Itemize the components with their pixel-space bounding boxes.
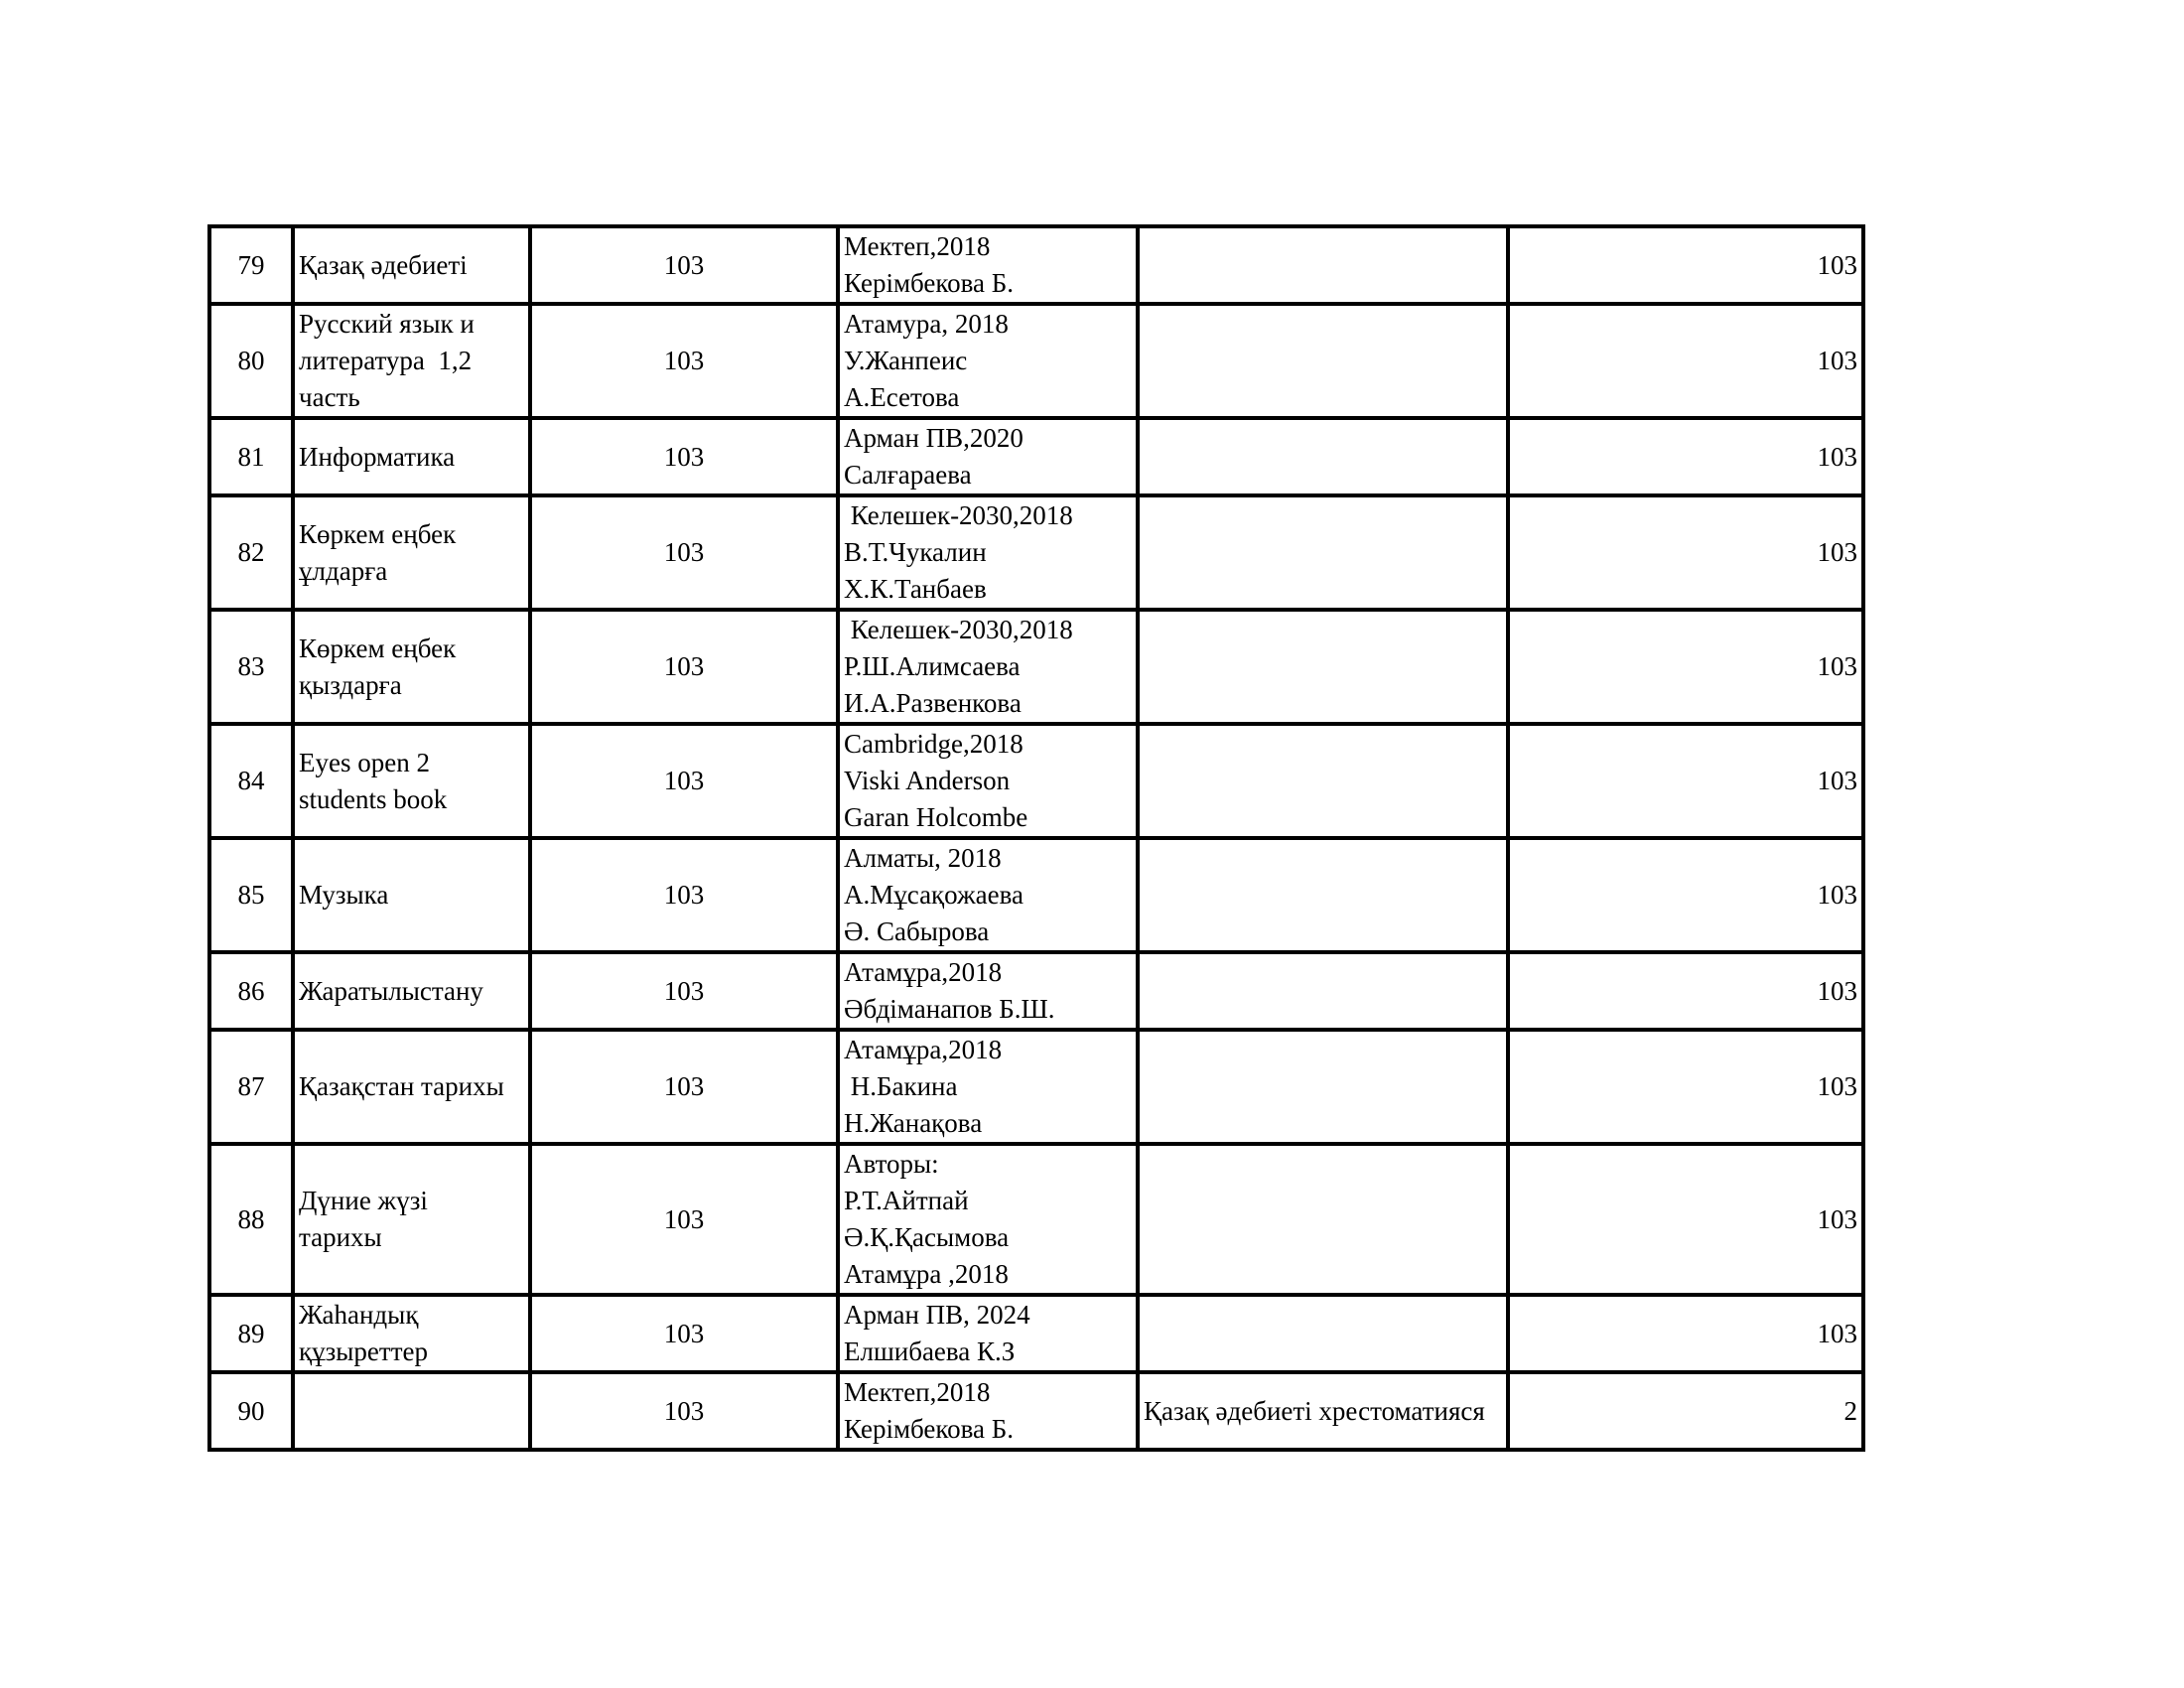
book-title-line: Көркем еңбек bbox=[299, 518, 457, 549]
book-title-cell bbox=[293, 952, 530, 1030]
publisher-author-line: Елшибаева К.З bbox=[844, 1336, 1016, 1366]
publisher-author-line: А.Мұсақожаева bbox=[844, 880, 1024, 910]
row-number-cell: 89 bbox=[209, 1295, 293, 1372]
book-title-line: құзыреттер bbox=[299, 1336, 428, 1366]
row-number-cell: 86 bbox=[209, 952, 293, 1030]
count-cell: 103 bbox=[1508, 226, 1863, 304]
grade-cell: 103 bbox=[530, 1144, 838, 1295]
row-number-cell: 82 bbox=[209, 495, 293, 610]
publisher-author-line: Р.Т.Айтпай bbox=[844, 1186, 969, 1215]
additional-title-cell bbox=[1138, 418, 1508, 495]
additional-title-cell bbox=[1138, 226, 1508, 304]
additional-title-cell bbox=[1138, 495, 1508, 610]
table-row bbox=[209, 952, 1863, 1030]
publisher-authors-cell bbox=[838, 226, 1138, 304]
publisher-author-line: Х.К.Танбаев bbox=[844, 574, 987, 604]
additional-title-cell bbox=[1138, 304, 1508, 418]
publisher-author-line: Келешек-2030,2018 bbox=[844, 615, 1073, 644]
table-row bbox=[209, 1030, 1863, 1144]
book-title-line: Көркем еңбек bbox=[299, 633, 457, 663]
table-row bbox=[209, 1372, 1863, 1450]
publisher-author-line: Ә.Қ.Қасымова bbox=[844, 1222, 1010, 1252]
book-title-cell bbox=[293, 226, 530, 304]
count-cell: 103 bbox=[1508, 1144, 1863, 1295]
publisher-authors-cell bbox=[838, 952, 1138, 1030]
grade-cell: 103 bbox=[530, 418, 838, 495]
publisher-author-line: Авторы: bbox=[844, 1149, 939, 1179]
publisher-authors-cell bbox=[838, 418, 1138, 495]
book-title-line: Дүние жүзі bbox=[299, 1186, 428, 1215]
table-row bbox=[209, 610, 1863, 724]
book-title-cell bbox=[293, 1372, 530, 1450]
publisher-author-line: Атамұра ,2018 bbox=[844, 1259, 1009, 1289]
publisher-author-line: В.Т.Чукалин bbox=[844, 537, 987, 567]
count-cell: 103 bbox=[1508, 1295, 1863, 1372]
grade-cell: 103 bbox=[530, 724, 838, 838]
publisher-authors-cell bbox=[838, 610, 1138, 724]
additional-title-cell bbox=[1138, 1030, 1508, 1144]
table-row bbox=[209, 495, 1863, 610]
publisher-author-line: Ә. Сабырова bbox=[844, 916, 990, 946]
publisher-author-line: Атамұра,2018 bbox=[844, 1035, 1003, 1064]
publisher-author-line: Атамура, 2018 bbox=[844, 309, 1009, 339]
book-title-cell bbox=[293, 838, 530, 952]
grade-cell: 103 bbox=[530, 1030, 838, 1144]
row-number-cell: 84 bbox=[209, 724, 293, 838]
additional-title-cell bbox=[1138, 724, 1508, 838]
table-row bbox=[209, 1295, 1863, 1372]
publisher-author-line: Салғараева bbox=[844, 460, 972, 490]
publisher-author-line: Мектеп,2018 bbox=[844, 231, 991, 261]
count-cell: 103 bbox=[1508, 304, 1863, 418]
row-number-cell: 80 bbox=[209, 304, 293, 418]
book-title-line: қыздарға bbox=[299, 669, 402, 700]
row-number-cell: 88 bbox=[209, 1144, 293, 1295]
row-number-cell: 90 bbox=[209, 1372, 293, 1450]
grade-cell: 103 bbox=[530, 838, 838, 952]
book-title-cell bbox=[293, 495, 530, 610]
row-number-cell: 83 bbox=[209, 610, 293, 724]
publisher-author-line: Мектеп,2018 bbox=[844, 1377, 991, 1407]
grade-cell: 103 bbox=[530, 1295, 838, 1372]
publisher-author-line: Н.Жанақова bbox=[844, 1108, 983, 1138]
publisher-authors-cell bbox=[838, 1144, 1138, 1295]
book-title-cell bbox=[293, 610, 530, 724]
count-cell: 2 bbox=[1508, 1372, 1863, 1450]
count-cell: 103 bbox=[1508, 495, 1863, 610]
publisher-author-line: Garan Holcombe bbox=[844, 802, 1028, 832]
book-title-line: часть bbox=[299, 382, 360, 412]
row-number-cell: 79 bbox=[209, 226, 293, 304]
row-number-cell: 81 bbox=[209, 418, 293, 495]
publisher-authors-cell bbox=[838, 1295, 1138, 1372]
row-number-cell: 85 bbox=[209, 838, 293, 952]
count-cell: 103 bbox=[1508, 838, 1863, 952]
book-title-line: Информатика bbox=[299, 441, 456, 472]
book-title-line: Русский язык и bbox=[299, 309, 475, 339]
table-row bbox=[209, 304, 1863, 418]
publisher-authors-cell bbox=[838, 838, 1138, 952]
book-title-line: Қазақстан тарихы bbox=[299, 1071, 504, 1101]
publisher-author-line: Әбдіманапов Б.Ш. bbox=[844, 994, 1055, 1024]
publisher-author-line: Келешек-2030,2018 bbox=[844, 500, 1073, 530]
count-cell: 103 bbox=[1508, 610, 1863, 724]
publisher-author-line: Арман ПВ,2020 bbox=[844, 423, 1024, 453]
publisher-author-line: Viski Anderson bbox=[844, 766, 1011, 795]
publisher-author-line: У.Жанпеис bbox=[844, 346, 968, 375]
textbook-table bbox=[207, 224, 1865, 1452]
publisher-authors-cell bbox=[838, 1372, 1138, 1450]
additional-title-cell bbox=[1138, 952, 1508, 1030]
book-title-line: тарихы bbox=[299, 1222, 382, 1252]
grade-cell: 103 bbox=[530, 952, 838, 1030]
additional-title-cell bbox=[1138, 1144, 1508, 1295]
additional-title-cell bbox=[1138, 610, 1508, 724]
book-title-cell bbox=[293, 1144, 530, 1295]
additional-title-cell bbox=[1138, 838, 1508, 952]
publisher-authors-cell bbox=[838, 495, 1138, 610]
row-number-cell: 87 bbox=[209, 1030, 293, 1144]
grade-cell: 103 bbox=[530, 495, 838, 610]
book-title-line: Музыка bbox=[299, 880, 389, 910]
book-title-line: ұлдарға bbox=[299, 555, 388, 586]
book-title-line: Қазақ әдебиеті bbox=[299, 249, 468, 280]
publisher-authors-cell bbox=[838, 1030, 1138, 1144]
book-title-cell bbox=[293, 304, 530, 418]
publisher-author-line: Арман ПВ, 2024 bbox=[844, 1300, 1030, 1330]
table-row bbox=[209, 1144, 1863, 1295]
additional-title-cell bbox=[1138, 1295, 1508, 1372]
book-title-line: Жаратылыстану bbox=[299, 975, 483, 1006]
book-title-cell bbox=[293, 1295, 530, 1372]
book-title-line: Eyes open 2 bbox=[299, 747, 430, 777]
book-title-cell bbox=[293, 1030, 530, 1144]
count-cell: 103 bbox=[1508, 418, 1863, 495]
table-row bbox=[209, 418, 1863, 495]
publisher-author-line: Атамұра,2018 bbox=[844, 957, 1003, 987]
publisher-authors-cell bbox=[838, 304, 1138, 418]
publisher-author-line: Cambridge,2018 bbox=[844, 729, 1024, 759]
publisher-author-line: Р.Ш.Алимсаева bbox=[844, 651, 1021, 681]
publisher-author-line: Керімбекова Б. bbox=[844, 268, 1015, 298]
book-title-cell bbox=[293, 418, 530, 495]
count-cell: 103 bbox=[1508, 952, 1863, 1030]
publisher-author-line: Алматы, 2018 bbox=[844, 843, 1002, 873]
publisher-author-line: И.А.Развенкова bbox=[844, 688, 1022, 718]
table-row bbox=[209, 226, 1863, 304]
grade-cell: 103 bbox=[530, 304, 838, 418]
book-title-line: Жаһандық bbox=[299, 1300, 419, 1330]
table-row bbox=[209, 724, 1863, 838]
grade-cell: 103 bbox=[530, 610, 838, 724]
book-title-cell bbox=[293, 724, 530, 838]
table-body bbox=[209, 226, 1863, 1450]
book-title-line: литература 1,2 bbox=[299, 346, 473, 375]
count-cell: 103 bbox=[1508, 724, 1863, 838]
publisher-author-line: Керімбекова Б. bbox=[844, 1414, 1015, 1444]
publisher-author-line: Н.Бакина bbox=[844, 1071, 958, 1101]
publisher-authors-cell bbox=[838, 724, 1138, 838]
table-row bbox=[209, 838, 1863, 952]
additional-title-cell: Қазақ әдебиеті хрестоматияся bbox=[1138, 1372, 1508, 1450]
grade-cell: 103 bbox=[530, 226, 838, 304]
publisher-author-line: А.Есетова bbox=[844, 382, 960, 412]
count-cell: 103 bbox=[1508, 1030, 1863, 1144]
grade-cell: 103 bbox=[530, 1372, 838, 1450]
book-title-line: students book bbox=[299, 783, 448, 814]
